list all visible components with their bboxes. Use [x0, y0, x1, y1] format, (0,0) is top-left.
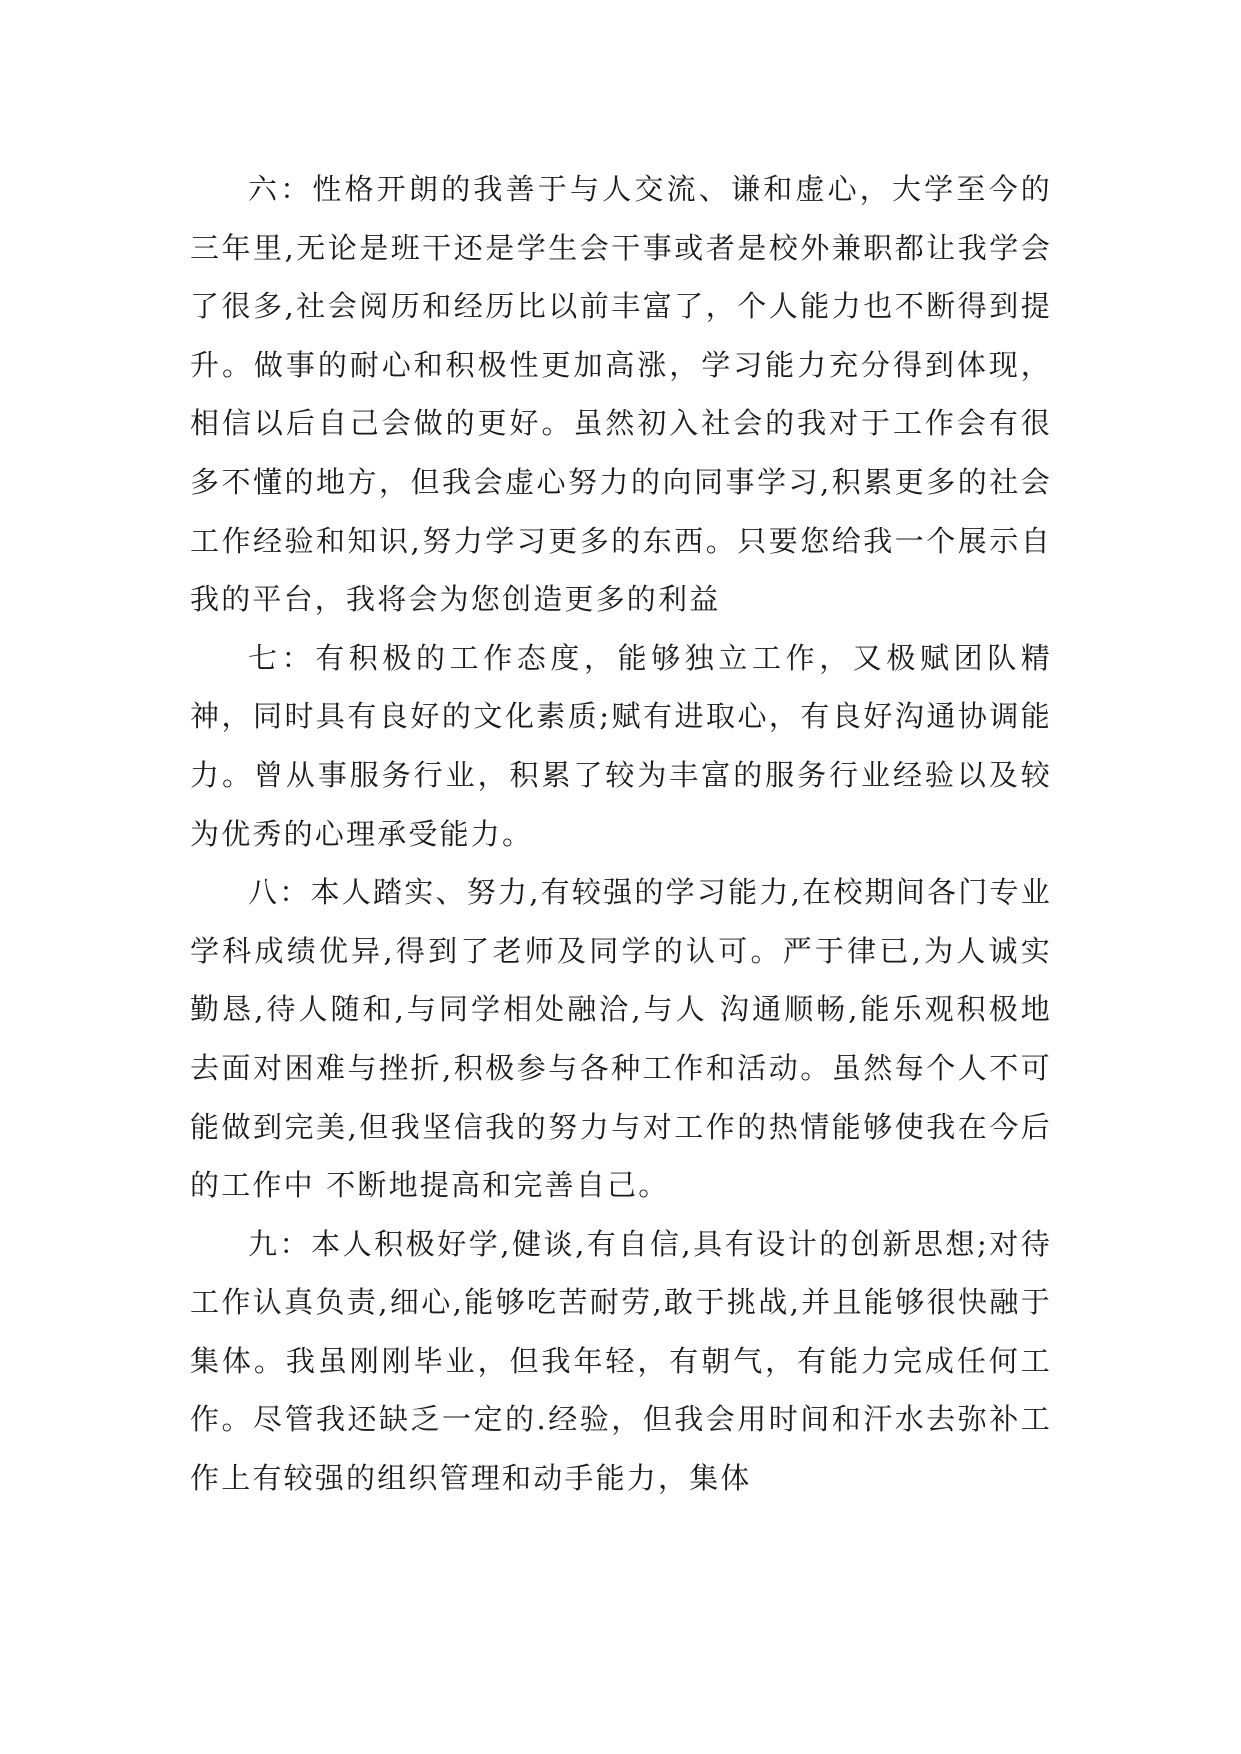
- paragraph-eight: 八：本人踏实、努力,有较强的学习能力,在校期间各门专业学科成绩优异,得到了老师及同学的认可。严于律已,为人诚实勤恳,待人随和,与同学相处融洽,与人 沟通顺畅,能乐观积极地去面对困难与挫折,积极参与各种工作和活动。虽然每个人不可能做到完美,但我坚信我的努力与对工作的热情能够使我在今后的工作中 不断地提高和完善自己。: [190, 875, 1052, 1203]
- paragraph-six: 六：性格开朗的我善于与人交流、谦和虚心，大学至今的三年里,无论是班干还是学生会干事或者是校外兼职都让我学会了很多,社会阅历和经历比以前丰富了，个人能力也不断得到提升。做事的耐心和积极性更加高涨，学习能力充分得到体现，相信以后自己会做的更好。虽然初入社会的我对于工作会有很多不懂的地方，但我会虚心努力的向同事学习,积累更多的社会工作经验和知识,努力学习更多的东西。只要您给我一个展示自我的平台，我将会为您创造更多的利益: [190, 172, 1052, 617]
- paragraph-seven: 七：有积极的工作态度，能够独立工作，又极赋团队精神，同时具有良好的文化素质;赋有进取心，有良好沟通协调能力。曾从事服务行业，积累了较为丰富的服务行业经验以及较为优秀的心理承受能力。: [190, 640, 1052, 851]
- document-page: [190, 160, 1052, 1508]
- paragraph-nine: 九：本人积极好学,健谈,有自信,具有设计的创新思想;对待工作认真负责,细心,能够吃苦耐劳,敢于挑战,并且能够很快融于集体。我虽刚刚毕业，但我年轻，有朝气，有能力完成任何工作。尽管我还缺乏一定的.经验，但我会用时间和汗水去弥补工作上有较强的组织管理和动手能力，集体: [190, 1226, 1052, 1496]
